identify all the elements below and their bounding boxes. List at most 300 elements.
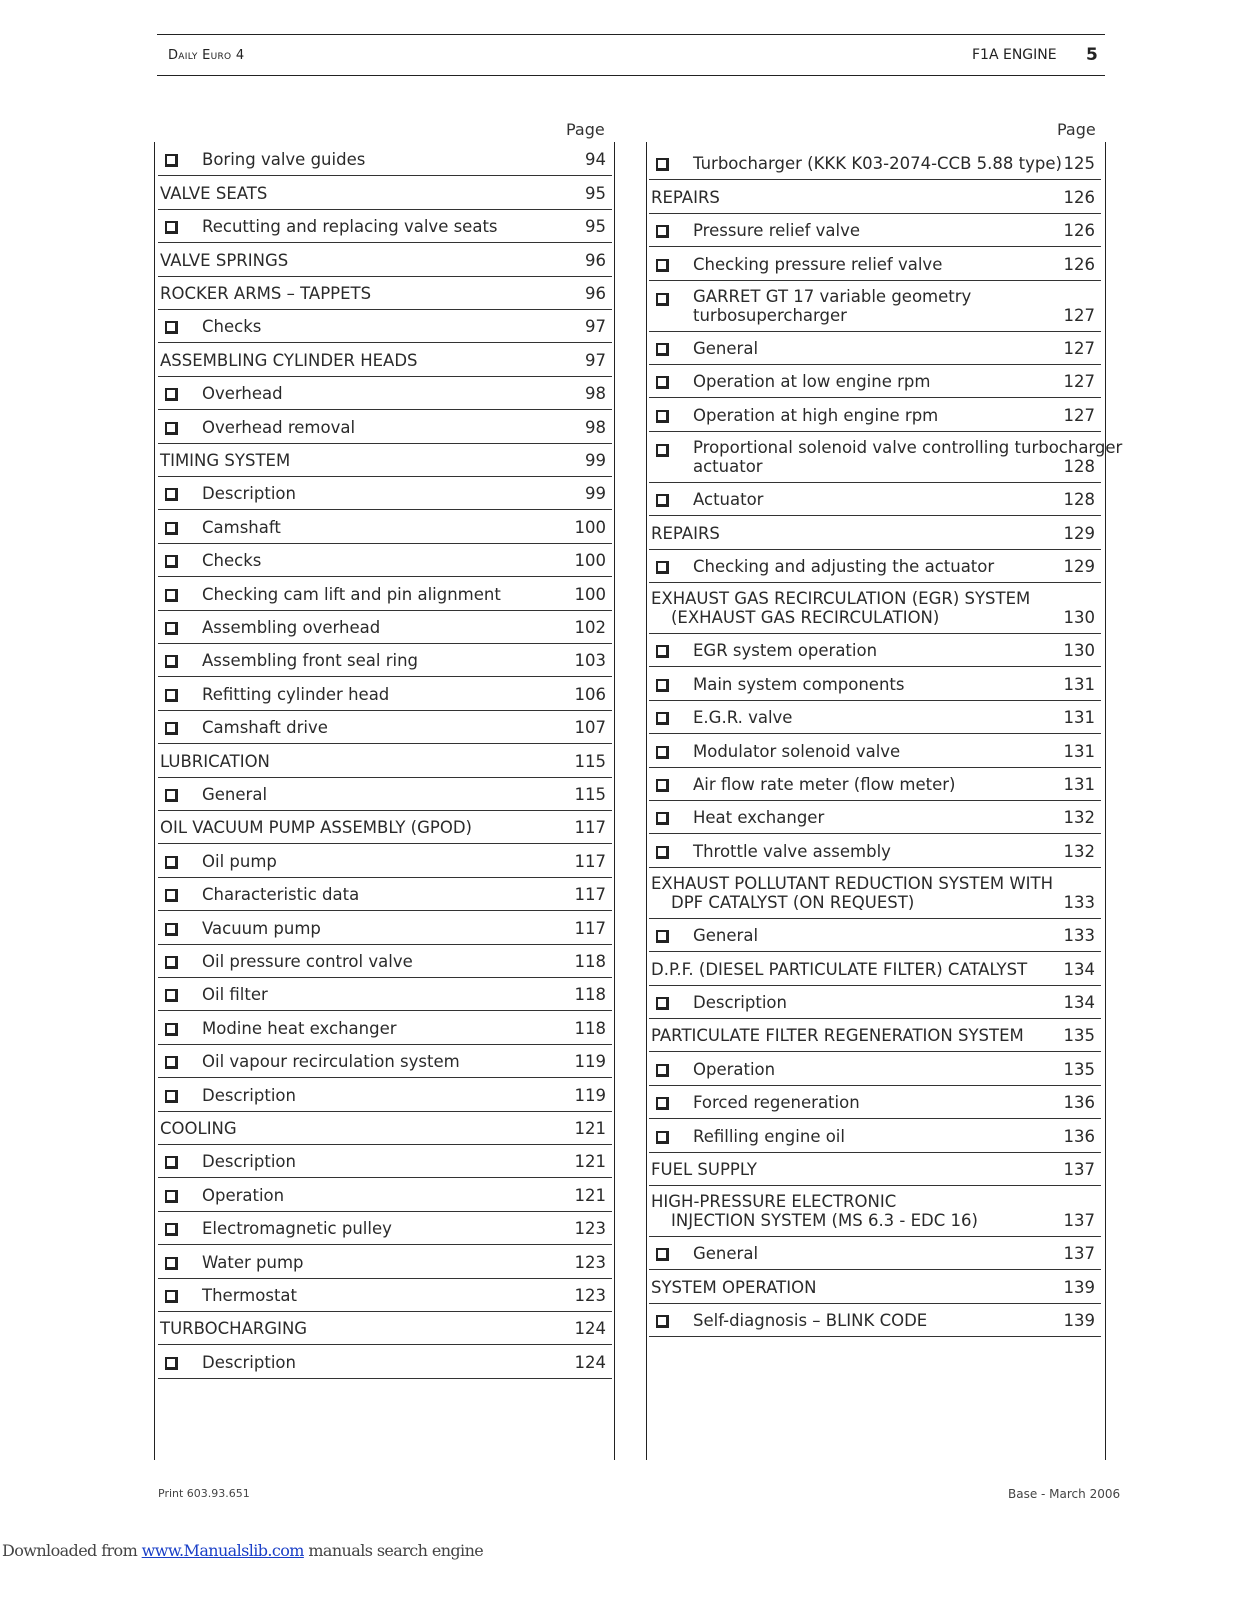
toc-entry[interactable] [158, 377, 612, 410]
toc-entry-text [202, 919, 612, 938]
toc-entry-title: Description [202, 484, 296, 504]
top-rule [157, 34, 1105, 35]
toc-entry-title: Oil filter [202, 985, 268, 1005]
toc-entry-title: Camshaft drive [202, 718, 328, 738]
toc-entry-text [202, 785, 612, 804]
toc-section[interactable] [649, 1153, 1101, 1186]
toc-entry-title: Description [693, 992, 787, 1012]
toc-entry-title: Checking pressure relief valve [693, 254, 943, 274]
checkbox-bullet-icon [656, 812, 669, 825]
checkbox-bullet-icon [656, 1248, 669, 1261]
checkbox-bullet-icon [656, 259, 669, 272]
download-suffix: manuals search engine [303, 1541, 484, 1560]
toc-entry-text [158, 351, 612, 370]
toc-page-number: 124 [574, 1319, 606, 1339]
toc-entry-text [202, 217, 612, 236]
toc-entry-text [202, 1052, 612, 1071]
toc-entry[interactable] [649, 634, 1101, 667]
toc-entry-text [693, 372, 1101, 391]
toc-page-number: 95 [585, 183, 606, 203]
toc-entry[interactable] [158, 1045, 612, 1078]
toc-page-number: 118 [574, 1018, 606, 1038]
checkbox-bullet-icon [165, 154, 178, 167]
left-column-left-rule [154, 142, 155, 1460]
header-rule [157, 75, 1105, 76]
toc-entry-text [693, 1093, 1101, 1112]
toc-entry-text [202, 651, 612, 670]
toc-page-number: 97 [585, 317, 606, 337]
checkbox-bullet-icon [165, 689, 178, 702]
toc-entry-title-continued: DPF CATALYST (ON REQUEST) [671, 892, 915, 912]
toc-entry-text [693, 221, 1101, 240]
toc-entry-title: Description [202, 1152, 296, 1172]
toc-page-number: 121 [574, 1152, 606, 1172]
toc-section[interactable] [158, 744, 612, 777]
toc-entry-title: Main system components [693, 674, 905, 694]
toc-page-number: 124 [574, 1352, 606, 1372]
toc-entry[interactable] [649, 734, 1101, 767]
toc-entry[interactable] [158, 1145, 612, 1178]
toc-entry[interactable] [158, 1078, 612, 1111]
checkbox-bullet-icon [656, 1097, 669, 1110]
toc-page-number: 127 [1063, 338, 1095, 358]
toc-section[interactable] [158, 444, 612, 477]
toc-entry-text [693, 406, 1101, 425]
toc-section[interactable] [158, 1312, 612, 1345]
toc-page-number: 123 [574, 1252, 606, 1272]
toc-page-number: 121 [574, 1118, 606, 1138]
toc-entry-text [202, 1019, 612, 1038]
toc-entry-title: TURBOCHARGING [160, 1319, 308, 1339]
toc-page-number: 117 [574, 885, 606, 905]
toc-entry-text [693, 1060, 1101, 1079]
document-title: Daily Euro 4 [168, 48, 245, 63]
checkbox-bullet-icon [165, 488, 178, 501]
toc-entry[interactable] [649, 834, 1101, 867]
toc-entry-text [158, 1119, 612, 1138]
toc-entry-title: Heat exchanger [693, 808, 825, 828]
toc-entry-title: Camshaft [202, 517, 281, 537]
toc-page-number: 123 [574, 1219, 606, 1239]
toc-entry-text [693, 993, 1101, 1012]
toc-entry-text [693, 775, 1101, 794]
toc-entry-text [158, 251, 612, 270]
toc-entry-text [649, 1278, 1101, 1297]
toc-entry-title: Checks [202, 551, 262, 571]
toc-page-number: 137 [1063, 1159, 1095, 1179]
toc-section[interactable] [158, 343, 612, 376]
toc-page-number: 117 [574, 818, 606, 838]
toc-entry-text [649, 960, 1101, 979]
toc-entry-title: Thermostat [202, 1285, 297, 1305]
toc-entry-title-continued: actuator [693, 456, 763, 476]
checkbox-bullet-icon [656, 1131, 669, 1144]
toc-entry[interactable] [649, 550, 1101, 583]
checkbox-bullet-icon [656, 997, 669, 1010]
toc-entry-title: Assembling front seal ring [202, 651, 419, 671]
toc-entry-text [202, 852, 612, 871]
toc-entry[interactable] [649, 1052, 1101, 1085]
toc-entry[interactable] [649, 483, 1101, 516]
checkbox-bullet-icon [165, 889, 178, 902]
toc-section[interactable] [158, 1112, 612, 1145]
toc-section[interactable] [649, 868, 1101, 919]
toc-entry-text [649, 874, 1101, 912]
checkbox-bullet-icon [656, 293, 669, 306]
toc-entry-text [202, 685, 612, 704]
toc-entry[interactable] [158, 878, 612, 911]
toc-entry[interactable] [158, 577, 612, 610]
right-column-left-rule [646, 142, 647, 1460]
toc-entry-text [693, 287, 1101, 325]
toc-page-number: 99 [585, 484, 606, 504]
toc-entry-title: Actuator [693, 490, 764, 510]
checkbox-bullet-icon [165, 1190, 178, 1203]
toc-entry-text [693, 339, 1101, 358]
toc-entry-title: Self-diagnosis – BLINK CODE [693, 1311, 928, 1331]
checkbox-bullet-icon [656, 376, 669, 389]
toc-entry-title: General [693, 1244, 759, 1264]
toc-entry-title-continued: turbosupercharger [693, 305, 847, 325]
toc-entry[interactable] [158, 611, 612, 644]
toc-page-number: 128 [1063, 456, 1095, 476]
print-reference: Print 603.93.651 [158, 1487, 250, 1500]
toc-entry[interactable] [649, 986, 1101, 1019]
toc-entry-text [202, 985, 612, 1004]
toc-entry-text [693, 557, 1101, 576]
toc-entry[interactable] [649, 214, 1101, 247]
toc-entry-title: Overhead [202, 384, 283, 404]
toc-entry-text [202, 551, 612, 570]
toc-page-number: 126 [1063, 187, 1095, 207]
toc-page-number: 136 [1063, 1093, 1095, 1113]
toc-entry-title: Operation at high engine rpm [693, 405, 939, 425]
toc-entry-title: OIL VACUUM PUMP ASSEMBLY (GPOD) [160, 818, 472, 838]
toc-entry[interactable] [158, 711, 612, 744]
checkbox-bullet-icon [656, 846, 669, 859]
checkbox-bullet-icon [165, 422, 178, 435]
toc-entry-title: General [693, 926, 759, 946]
toc-entry-title: VALVE SPRINGS [160, 250, 289, 270]
toc-page-number: 99 [585, 450, 606, 470]
toc-entry-title: ASSEMBLING CYLINDER HEADS [160, 350, 418, 370]
toc-entry-title: Refitting cylinder head [202, 684, 390, 704]
checkbox-bullet-icon [165, 388, 178, 401]
toc-page-number: 135 [1063, 1059, 1095, 1079]
toc-entry-text [693, 842, 1101, 861]
toc-entry-text [202, 1353, 612, 1372]
toc-entry-text [202, 384, 612, 403]
checkbox-bullet-icon [165, 1223, 178, 1236]
toc-entry-text [202, 618, 612, 637]
toc-page-number: 121 [574, 1185, 606, 1205]
left-page-column-label: Page [566, 120, 605, 139]
toc-entry-text [693, 808, 1101, 827]
toc-section[interactable] [649, 516, 1101, 549]
toc-page-number: 127 [1063, 305, 1095, 325]
toc-page-number: 133 [1063, 926, 1095, 946]
checkbox-bullet-icon [165, 1290, 178, 1303]
toc-entry[interactable] [649, 1304, 1101, 1337]
toc-entry[interactable] [649, 432, 1123, 483]
toc-page-number: 129 [1063, 523, 1095, 543]
toc-entry[interactable] [649, 667, 1101, 700]
toc-entry-title: Modulator solenoid valve [693, 741, 901, 761]
toc-entry-text [158, 1319, 612, 1338]
toc-entry[interactable] [158, 1212, 612, 1245]
checkbox-bullet-icon [165, 655, 178, 668]
toc-entry[interactable] [649, 1119, 1101, 1152]
toc-entry-title: LUBRICATION [160, 751, 270, 771]
toc-entry-text [693, 1311, 1101, 1330]
toc-section[interactable] [649, 1270, 1101, 1303]
checkbox-bullet-icon [656, 779, 669, 792]
toc-entry[interactable] [158, 310, 612, 343]
toc-entry-title: VALVE SEATS [160, 183, 268, 203]
toc-entry[interactable] [158, 1245, 612, 1278]
toc-entry-text [693, 255, 1101, 274]
checkbox-bullet-icon [656, 410, 669, 423]
toc-page-number: 103 [574, 651, 606, 671]
toc-page-number: 100 [574, 584, 606, 604]
checkbox-bullet-icon [656, 712, 669, 725]
toc-entry-title: Checking and adjusting the actuator [693, 556, 995, 576]
toc-entry[interactable] [158, 911, 612, 944]
toc-entry-text [202, 1086, 612, 1105]
toc-page-number: 119 [574, 1052, 606, 1072]
toc-page-number: 134 [1063, 992, 1095, 1012]
toc-section[interactable] [649, 1019, 1101, 1052]
toc-entry-text [158, 284, 612, 303]
toc-page-number: 100 [574, 517, 606, 537]
toc-entry-title: E.G.R. valve [693, 708, 793, 728]
checkbox-bullet-icon [165, 722, 178, 735]
right-column-right-rule [1105, 142, 1106, 1460]
toc-entry-text [693, 675, 1101, 694]
toc-page-number: 115 [574, 784, 606, 804]
toc-section[interactable] [649, 583, 1101, 634]
toc-entry[interactable] [158, 1345, 612, 1378]
toc-entry-text [158, 818, 612, 837]
toc-entry[interactable] [158, 1011, 612, 1044]
toc-page-number: 117 [574, 918, 606, 938]
toc-page-number: 100 [574, 551, 606, 571]
toc-entry-text [158, 752, 612, 771]
checkbox-bullet-icon [656, 1315, 669, 1328]
toc-entry[interactable] [649, 1237, 1101, 1270]
checkbox-bullet-icon [165, 1357, 178, 1370]
toc-entry-title: Refilling engine oil [693, 1126, 845, 1146]
toc-entry[interactable] [649, 281, 1101, 332]
toc-entry[interactable] [158, 410, 612, 443]
toc-entry[interactable] [158, 477, 612, 510]
toc-entry[interactable] [158, 510, 612, 543]
toc-entry-title: FUEL SUPPLY [651, 1159, 757, 1179]
toc-page-number: 131 [1063, 741, 1095, 761]
toc-page-number: 132 [1063, 841, 1095, 861]
toc-section[interactable] [158, 243, 612, 276]
toc-entry-title-continued: (EXHAUST GAS RECIRCULATION) [671, 608, 940, 627]
checkbox-bullet-icon [656, 930, 669, 943]
toc-entry-title: Description [202, 1352, 296, 1372]
checkbox-bullet-icon [165, 923, 178, 936]
toc-page-number: 131 [1063, 674, 1095, 694]
toc-section[interactable] [649, 180, 1101, 213]
toc-entry[interactable] [158, 644, 612, 677]
toc-page-number: 96 [585, 250, 606, 270]
download-banner [2, 1541, 483, 1560]
checkbox-bullet-icon [165, 1023, 178, 1036]
toc-entry-title: EXHAUST POLLUTANT REDUCTION SYSTEM WITH [651, 873, 1054, 893]
toc-entry[interactable] [158, 945, 612, 978]
toc-page-number: 106 [574, 684, 606, 704]
checkbox-bullet-icon [165, 622, 178, 635]
toc-entry-title: Recutting and replacing valve seats [202, 217, 498, 237]
toc-entry-title: Characteristic data [202, 885, 360, 905]
toc-entry[interactable] [158, 143, 612, 176]
toc-page-number: 135 [1063, 1026, 1095, 1046]
toc-entry-text [202, 718, 612, 737]
toc-entry[interactable] [158, 677, 612, 710]
toc-page-number: 131 [1063, 774, 1095, 794]
checkbox-bullet-icon [165, 856, 178, 869]
toc-entry-text [202, 317, 612, 336]
manualslib-link[interactable]: www.Manualslib.com [141, 1541, 304, 1560]
toc-entry-title: General [693, 338, 759, 358]
checkbox-bullet-icon [165, 522, 178, 535]
toc-entry[interactable] [649, 801, 1101, 834]
checkbox-bullet-icon [165, 589, 178, 602]
checkbox-bullet-icon [656, 1064, 669, 1077]
toc-entry-title: Description [202, 1085, 296, 1105]
toc-entry-text [202, 1152, 612, 1171]
toc-entry[interactable] [158, 1279, 612, 1312]
toc-entry[interactable] [158, 844, 612, 877]
checkbox-bullet-icon [165, 1156, 178, 1169]
toc-entry-title: Proportional solenoid valve controlling turbocharger [693, 437, 1123, 457]
checkbox-bullet-icon [165, 1257, 178, 1270]
toc-page-number: 123 [574, 1285, 606, 1305]
toc-entry[interactable] [158, 778, 612, 811]
toc-entry-text [693, 438, 1122, 476]
toc-page-number: 97 [585, 350, 606, 370]
toc-entry[interactable] [158, 978, 612, 1011]
toc-page-number: 130 [1063, 608, 1095, 627]
toc-page-number: 131 [1063, 708, 1095, 728]
toc-entry-title: TIMING SYSTEM [160, 450, 291, 470]
toc-entry[interactable] [649, 1086, 1101, 1119]
checkbox-bullet-icon [656, 444, 669, 457]
toc-entry-title: Operation at low engine rpm [693, 372, 931, 392]
toc-entry-text [693, 708, 1101, 727]
toc-entry-title: Assembling overhead [202, 617, 381, 637]
toc-entry-title: General [202, 784, 268, 804]
toc-page-number: 132 [1063, 808, 1095, 828]
toc-entry-title: REPAIRS [651, 523, 720, 543]
toc-entry[interactable] [158, 210, 612, 243]
toc-entry-title: Operation [693, 1059, 776, 1079]
toc-entry-title: Checks [202, 317, 262, 337]
checkbox-bullet-icon [165, 321, 178, 334]
toc-entry-text [202, 518, 612, 537]
toc-entry[interactable] [649, 398, 1101, 431]
toc-entry-title: Oil pressure control valve [202, 951, 413, 971]
toc-entry-text [202, 1286, 612, 1305]
toc-entry[interactable] [649, 768, 1101, 801]
checkbox-bullet-icon [656, 343, 669, 356]
toc-entry-title: EXHAUST GAS RECIRCULATION (EGR) SYSTEM [651, 589, 1031, 608]
toc-section[interactable] [158, 811, 612, 844]
toc-entry-title: Vacuum pump [202, 918, 321, 938]
toc-entry-text [693, 742, 1101, 761]
toc-page-number: 102 [574, 617, 606, 637]
toc-entry-title: ROCKER ARMS – TAPPETS [160, 283, 372, 303]
section-title: F1A ENGINE [972, 47, 1057, 63]
toc-page-number: 95 [585, 217, 606, 237]
toc-entry-title: HIGH-PRESSURE ELECTRONIC [651, 1192, 897, 1211]
checkbox-bullet-icon [165, 789, 178, 802]
toc-entry-title: Checking cam lift and pin alignment [202, 584, 501, 604]
toc-entry[interactable] [649, 919, 1101, 952]
toc-section[interactable] [649, 952, 1101, 985]
toc-entry-title: Pressure relief valve [693, 221, 861, 241]
toc-entry[interactable] [649, 332, 1101, 365]
right-page-column-label: Page [1057, 120, 1096, 139]
checkbox-bullet-icon [165, 221, 178, 234]
toc-entry[interactable] [649, 247, 1101, 280]
toc-entry-text [693, 1244, 1101, 1263]
toc-entry-title-continued: INJECTION SYSTEM (MS 6.3 - EDC 16) [671, 1211, 978, 1230]
checkbox-bullet-icon [656, 225, 669, 238]
toc-entry-text [649, 1026, 1101, 1045]
toc-entry-text [158, 451, 612, 470]
toc-entry-title: Throttle valve assembly [693, 841, 891, 861]
toc-entry-title: Oil pump [202, 851, 277, 871]
toc-page-number: 139 [1063, 1311, 1095, 1331]
toc-entry-text [649, 524, 1101, 543]
toc-entry[interactable] [158, 1178, 612, 1211]
toc-entry-title: Oil vapour recirculation system [202, 1052, 460, 1072]
toc-section[interactable] [158, 176, 612, 209]
toc-entry-text [202, 418, 612, 437]
toc-entry-title: REPAIRS [651, 187, 720, 207]
toc-page-number: 96 [585, 283, 606, 303]
toc-page-number: 98 [585, 384, 606, 404]
toc-entry[interactable] [158, 544, 612, 577]
toc-entry[interactable] [649, 701, 1101, 734]
toc-page-number: 98 [585, 417, 606, 437]
toc-entry-title: PARTICULATE FILTER REGENERATION SYSTEM [651, 1026, 1024, 1046]
toc-entry-title: Operation [202, 1185, 285, 1205]
toc-entry-title: EGR system operation [693, 641, 878, 661]
toc-page-number: 127 [1063, 372, 1095, 392]
toc-section[interactable] [649, 1186, 1101, 1237]
toc-page-number: 139 [1063, 1277, 1095, 1297]
checkbox-bullet-icon [165, 989, 178, 1002]
checkbox-bullet-icon [165, 956, 178, 969]
toc-page-number: 137 [1063, 1211, 1095, 1230]
toc-entry[interactable] [649, 147, 1101, 180]
toc-page-number: 115 [574, 751, 606, 771]
toc-entry-title: COOLING [160, 1118, 237, 1138]
toc-section[interactable] [158, 277, 612, 310]
toc-entry-text [202, 1253, 612, 1272]
toc-page-number: 119 [574, 1085, 606, 1105]
toc-entry[interactable] [649, 365, 1101, 398]
download-prefix: Downloaded from [2, 1541, 142, 1560]
checkbox-bullet-icon [165, 555, 178, 568]
toc-entry-title: Overhead removal [202, 417, 356, 437]
